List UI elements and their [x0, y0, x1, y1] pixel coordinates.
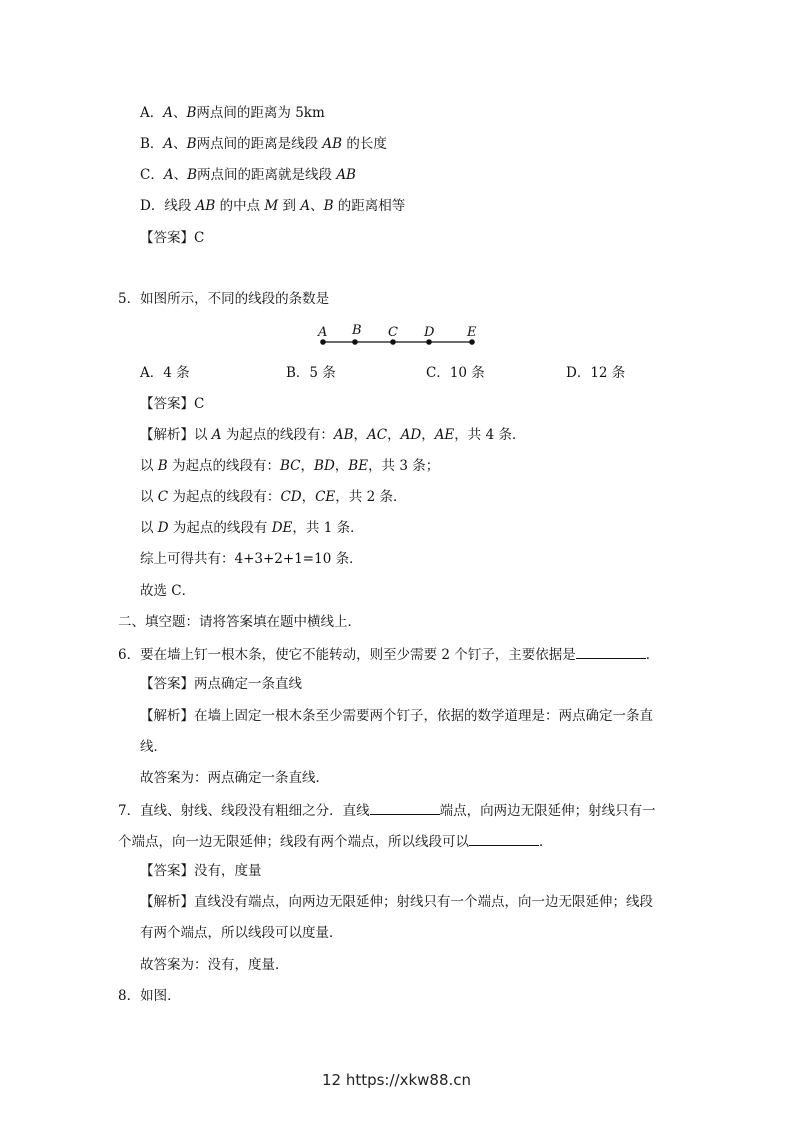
q7-blank-1	[370, 800, 440, 815]
q6-conclusion: 故答案为：两点确定一条直线．	[140, 770, 329, 786]
q6-analysis-1: 【解析】在墙上固定一根木条至少需要两个钉子，依据的数学道理是：两点确定一条直	[140, 708, 653, 724]
q6-analysis-2: 线．	[140, 739, 167, 755]
q7-blank-2	[469, 831, 539, 846]
q5-option-d: D．12 条	[566, 365, 626, 381]
q5-analysis-4: 以 D 为起点的线段有 DE，共 1 条．	[140, 520, 364, 536]
q5-analysis-1: 【解析】以 A 为起点的线段有：AB，AC，AD，AE，共 4 条．	[140, 427, 526, 443]
q5-option-a: A．4 条	[140, 365, 190, 381]
label-b: B	[352, 323, 362, 338]
q7-analysis-1: 【解析】直线没有端点，向两边无限延伸；射线只有一个端点，向一边无限延伸；线段	[140, 894, 653, 910]
q7-conclusion: 故答案为：没有，度量．	[140, 957, 289, 973]
q4-answer: 【答案】C	[140, 230, 205, 246]
q4-option-a: A．A、B两点间的距离为 5km	[140, 105, 325, 121]
point-d	[426, 339, 432, 345]
q5-analysis-3: 以 C 为起点的线段有：CD，CE，共 2 条．	[140, 489, 407, 505]
q5-option-c: C．10 条	[426, 365, 485, 381]
q5-summary: 综上可得共有：4+3+2+1=10 条．	[140, 551, 363, 567]
label-a: A	[318, 325, 328, 340]
q6-blank	[576, 644, 646, 659]
point-e	[469, 339, 475, 345]
q6-question: 6．要在墙上钉一根木条，使它不能转动，则至少需要 2 个钉子，主要依据是 ．	[118, 644, 659, 664]
q4-option-d: D．线段 AB 的中点 M 到 A、B 的距离相等	[140, 198, 406, 214]
point-b	[352, 339, 358, 345]
section-heading: 二、填空题：请将答案填在题中横线上．	[118, 614, 361, 630]
q5-figure	[310, 322, 490, 352]
label-c: C	[388, 325, 398, 340]
q5-answer: 【答案】C	[140, 396, 205, 412]
point-a	[320, 339, 326, 345]
label-e: E	[467, 325, 477, 340]
q7-analysis-2: 有两个端点，所以线段可以度量．	[140, 925, 343, 941]
page-footer: 12 https://xkw88.cn	[321, 1071, 472, 1089]
q5-option-b: B．5 条	[286, 365, 336, 381]
q7-question-line1: 7．直线、射线、线段没有粗细之分．直线 端点，向两边无限延伸；射线只有一	[118, 800, 656, 820]
q7-answer: 【答案】没有，度量	[140, 863, 262, 879]
label-d: D	[424, 325, 435, 340]
q6-answer: 【答案】两点确定一条直线	[140, 676, 302, 692]
point-c	[390, 339, 396, 345]
q5-analysis-2: 以 B 为起点的线段有：BC，BD，BE，共 3 条；	[140, 458, 440, 474]
q4-option-c: C．A、B两点间的距离就是线段 AB	[140, 167, 356, 183]
q7-question-line2: 个端点，向一边无限延伸；线段有两个端点，所以线段可以 ．	[118, 831, 553, 851]
q5-choice: 故选 C．	[140, 583, 196, 599]
q8-question: 8．如图．	[118, 988, 181, 1004]
q4-option-b: B．A、B两点间的距离是线段 AB 的长度	[140, 136, 387, 152]
q5-question: 5．如图所示，不同的线段的条数是	[118, 291, 330, 307]
